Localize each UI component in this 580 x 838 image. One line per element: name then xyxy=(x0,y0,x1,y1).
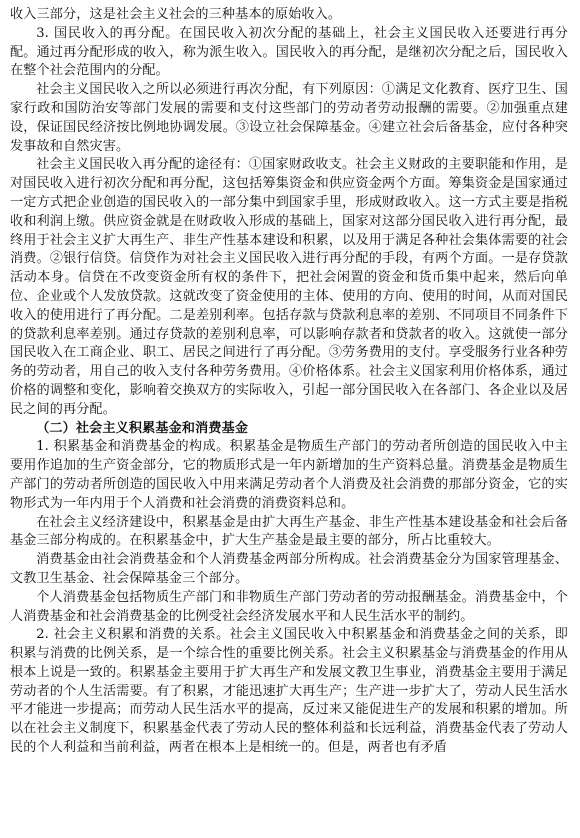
paragraph-consumption-fund: 消费基金由社会消费基金和个人消费基金两部分所构成。社会消费基金分为国家管理基金、文教卫生基金、社会保障基金三个部分。 xyxy=(10,552,568,586)
paragraph-fund-composition: 1. 积累基金和消费基金的构成。积累基金是物质生产部门的劳动者所创造的国民收入中主要用作追加的生产资金部分，它的物质形式是一年内新增加的生产资料总量。消费基金是物质生产部门的劳动者所创造的国民收入中用来满足劳动者个人消费及社会消费的那部分资金，它的实物形式为一年内用于个人消费和社会消费的消费资料总和。 xyxy=(10,439,568,511)
section-heading: （二）社会主义积累基金和消费基金 xyxy=(36,420,249,436)
paragraph-continuation: 收入三部分，这是社会主义社会的三种基本的原始收入。 xyxy=(10,7,342,22)
paragraph-personal-consumption-fund: 个人消费基金包括物质生产部门和非物质生产部门劳动者的劳动报酬基金。消费基金中，个人消费基金和社会消费基金的比例受社会经济发展水平和人民生活水平的制约。 xyxy=(10,589,568,624)
paragraph-accumulation-fund: 在社会主义经济建设中，积累基金是由扩大再生产基金、非生产性基本建设基金和社会后备基金三部分构成的。在积累基金中，扩大生产基金是最主要的部分，所占比重较大。 xyxy=(10,514,568,549)
paragraph-accumulation-consumption-relation: 2. 社会主义积累和消费的关系。社会主义国民收入中积累基金和消费基金之间的关系，即积累与消费的比例关系，是一个综合性的重要比例关系。社会主义积累基金与消费基金的作用从根本上说是一致的。积累基金主要用于扩大再生产和发展文教卫生事业，消费基金主要用于满足劳动者的个人生活需要。有了积累，才能迅速扩大再生产；生产进一步扩大了，劳动人民生活水平才能进一步提高；而劳动人民生活水平的提高，反过来又能促进生产的发展和积累的增加。所以在社会主义制度下，积累基金代表了劳动人民的整体利益和长远利益，消费基金代表了劳动人民的个人利益和当前利益，两者在根本上是相统一的。但是，两者也有矛盾 xyxy=(10,627,568,756)
paragraph-redistribution-channels: 社会主义国民收入再分配的途径有：①国家财政收支。社会主义财政的主要职能和作用，是对国民收入进行初次分配和再分配，这包括筹集资金和供应资金两个方面。筹集资金是国家通过一定方式把企业创造的国民收入的一部分集中到国家手里，形成财政收入。这一方式主要是指税收和利润上缴。供应资金就是在财政收入形成的基础上，国家对这部分国民收入进行再分配，最终用于社会主义扩大再生产、非生产性基本建设和积累，以及用于满足各种社会集体需要的社会消费。②银行信贷。信贷作为对社会主义国民收入进行再分配的手段，有两个方面。一是存贷款活动本身。信贷在不改变资金所有权的条件下，把社会闲置的资金和货币集中起来，然后向单位、企业或个人发放贷款。这就改变了资金使用的主体、使用的方向、使用的时间，从而对国民收入的使用进行了再分配。二是差别利率。包括存款与贷款利息率的差别、不同项目不同条件下的贷款利息率差别。通过存贷款的差别利息率，可以影响存款者和贷款者的收入。这就使一部分国民收入在工商企业、职工、居民之间进行了再分配。③劳务费用的支付。享受服务行业各种劳务的劳动者，用自己的收入支付各种劳务费用。④价格体系。社会主义国家利用价格体系，通过价格的调整和变化，影响着交换双方的实际收入，引起一部分国民收入在各部门、各企业以及居民之间的再分配。 xyxy=(10,157,568,417)
paragraph-redistribution: 3. 国民收入的再分配。在国民收入初次分配的基础上，社会主义国民收入还要进行再分配。通过再分配形成的收入，称为派生收入。国民收入的再分配，是继初次分配之后，国民收入在整个社会范围内的分配。 xyxy=(10,25,568,79)
paragraph-redistribution-reasons: 社会主义国民收入之所以必须进行再次分配，有下列原因：①满足文化教育、医疗卫生、国家行政和国防治安等部门发展的需要和支付这些部门的劳动者劳动报酬的需要。②加强重点建设，保证国民经济按比例地协调发展。③设立社会保障基金。④建立社会后备基金，应付各种突发事故和自然灾害。 xyxy=(10,82,568,154)
